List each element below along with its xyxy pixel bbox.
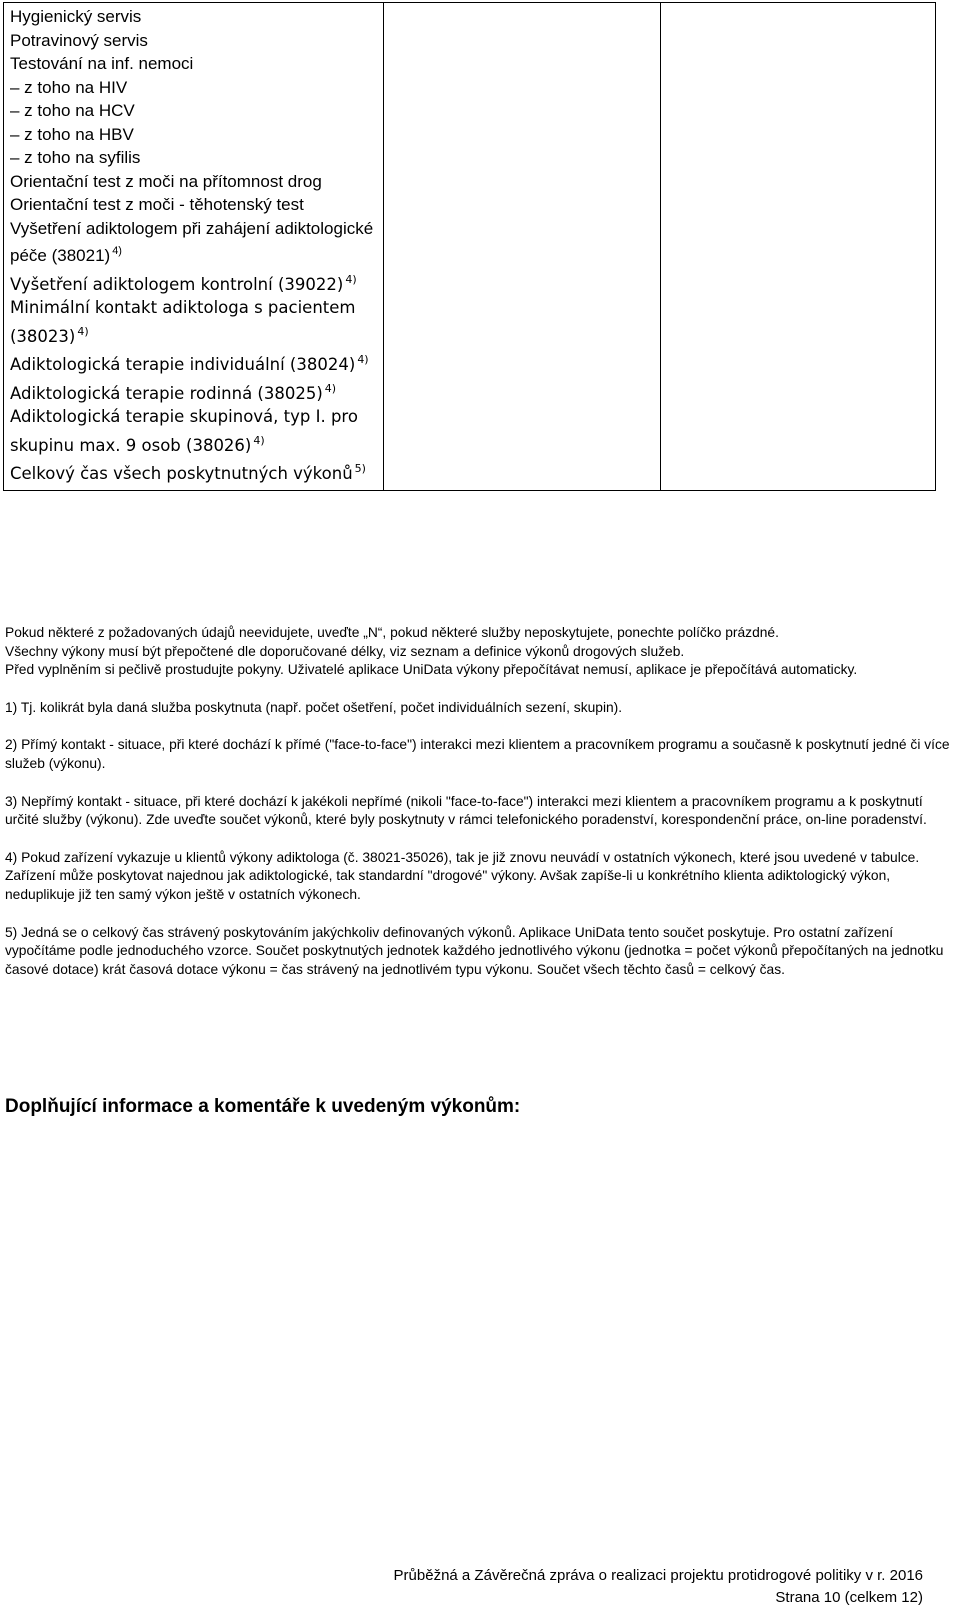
- footnote-3: 3) Nepřímý kontakt - situace, při které dochází k jakékoli nepřímé (nikoli "face-to-face") interakci mezi klientem a pracovníkem programu a k poskytnutí určité služby (výkonu). Zde uveďte součet výkonů, které byly poskytnuty v rámci telefonického poradenství, korespondenční práce, on-line poradenství.: [5, 793, 927, 828]
- notes-section: [5, 624, 955, 998]
- table-row-label: Orientační test z moči na přítomnost drog: [10, 171, 322, 191]
- footnote-mark: 4): [77, 324, 89, 338]
- table-row-label: Adiktologická terapie rodinná (38025) $^{4)}$: [10, 381, 337, 403]
- table-row-label: – z toho na HCV: [10, 101, 135, 120]
- table-row-label: – z toho na HBV: [10, 124, 134, 144]
- service-names-column: [4, 3, 384, 491]
- table-row-label: Minimální kontakt adiktologa s pacientem (38023) $^{4)}$: [10, 298, 356, 346]
- intro-notes: Pokud některé z požadovaných údajů neevidujete, uveďte „N“, pokud některé služby neposkytujete, ponechte políčko prázdné. Všechny výkony musí být přepočtené dle doporučované délky, viz seznam a definice výkonů drogových služeb. Před vyplněním si pečlivě prostudujte pokyny. Uživatelé aplikace UniData výkony přepočítávat nemusí, aplikace je přepočítává automaticky.: [5, 625, 858, 678]
- table-row-label: Orientační test z moči - těhotenský test: [10, 195, 304, 214]
- page-number: Strana 10 (celkem 12): [775, 1589, 923, 1606]
- section-heading: Doplňující informace a komentáře k uvedeným výkonům:: [5, 1096, 521, 1117]
- footnote-5: 5) Jedná se o celkový čas strávený poskytováním jakýchkoliv definovaných výkonů. Aplikace UniData tento součet poskytuje. Pro ostatní zařízení vypočítáme podle jednoduchého vzorce. Součet poskytnutých jednotek každého jednotlivého výkonu (jednotka = počet výkonů přepočítaných na jednotku časové dotace) krát časová dotace výkonu = čas strávený na jednotlivém typu výkonu. Součet všech těchto časů = celkový čas.: [5, 924, 944, 977]
- footnote-mark: 4): [345, 272, 357, 286]
- table-row-label: Adiktologická terapie skupinová, typ I. pro skupinu max. 9 osob (38026) $^{4)}$: [10, 407, 358, 455]
- footnote-2: 2) Přímý kontakt - situace, při které dochází k přímé ("face-to-face") interakci mezi klientem a pracovníkem programu a současně k poskytnutí jedné či více služeb (výkonu).: [5, 737, 950, 771]
- footnote-mark: 4): [112, 245, 122, 257]
- page-footer: [394, 1565, 923, 1609]
- table-row-label: Vyšetření adiktologem při zahájení adiktologické péče (38021) $^{4)}$: [10, 218, 374, 265]
- table-row-label: – z toho na syfilis: [10, 148, 141, 167]
- table-row-label: Testování na inf. nemoci: [10, 54, 194, 73]
- footnote-4: 4) Pokud zařízení vykazuje u klientů výkony adiktologa (č. 38021-35026), tak je již znovu neuvádí v ostatních výkonech, které jsou uvedené v tabulce. Zařízení může poskytovat najednou jak adiktologické, tak standardní "drogové" výkony. Avšak zapíše-li u konkrétního klienta adiktologický výkon, neduplikuje již ten samý výkon ještě v ostatních výkonech.: [5, 849, 920, 902]
- footnote-1: 1) Tj. kolikrát byla daná služba poskytnuta (např. počet ošetření, počet individuálních sezení, skupin).: [5, 699, 623, 715]
- table-row-label: Adiktologická terapie individuální (38024) $^{4)}$: [10, 353, 369, 374]
- footnote-mark: 4): [324, 381, 337, 395]
- footer-title: Průběžná a Závěrečná zpráva o realizaci projektu protidrogové politiky v r. 2016: [393, 1567, 923, 1584]
- table-row-label: Potravinový servis: [10, 30, 148, 50]
- table-row-label: Vyšetření adiktologem kontrolní (39022) $^{4)}$: [10, 272, 357, 294]
- table-row-label: – z toho na HIV: [10, 77, 128, 97]
- table-row-label: Hygienický servis: [10, 7, 142, 26]
- footnote-mark: 4): [253, 433, 265, 447]
- footnote-mark: 4): [357, 353, 369, 366]
- footnote-mark: 5): [354, 462, 366, 475]
- value-cell[interactable]: [384, 3, 661, 491]
- services-table: [3, 2, 936, 491]
- table-row-label: Celkový čas všech poskytnutných výkonů $^{5)}$: [10, 462, 366, 483]
- value-cell[interactable]: [661, 3, 936, 491]
